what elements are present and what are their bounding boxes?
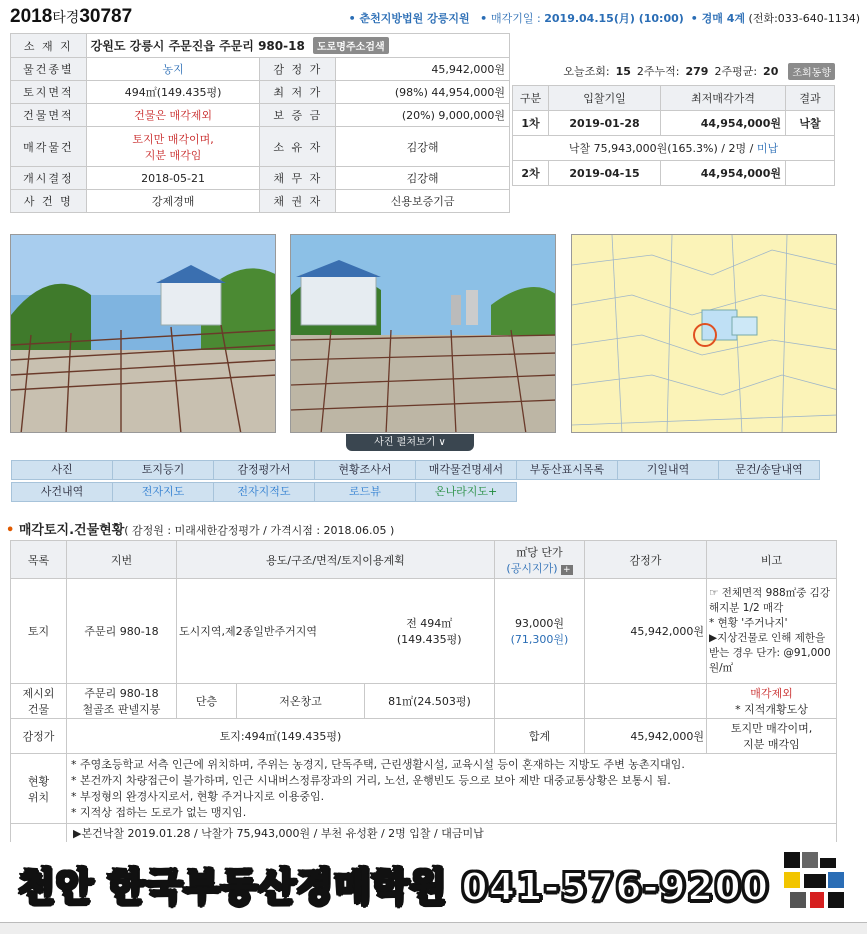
col-note: 비고 xyxy=(707,541,837,579)
bid-history xyxy=(512,57,835,186)
photo-expand-toggle[interactable]: 사진 펼쳐보기 ∨ xyxy=(346,434,474,451)
tab-date-history[interactable]: 기일내역 xyxy=(617,460,719,480)
status-row: 현황 위치 * 주영초등학교 서측 인근에 위치하며, 주위는 농경지, 단독주택, 근린생활시설, 교육시설 등이 혼재하는 지방도 주변 농촌지대임. * 본건까지 차량접근이 불가하며, 인근 시내버스정류장과의 거리, 노선, 운행빈도 등으로 보아 제반 대중교통상황은 보통시 됨. * 부정형의 완경사지로서, 현황 주거나지로 이용중임. * 지적상 접하는 도로가 없는 맹지임. xyxy=(11,754,837,824)
row-label: 사 건 명 xyxy=(11,190,87,213)
banner-text: 천안 한국부동산경매학원 041-576-9200 xyxy=(18,865,770,909)
start-date: 2018-05-21 xyxy=(86,167,260,190)
logo-icon xyxy=(780,848,850,914)
view-trend-button[interactable]: 조회동향 xyxy=(788,63,835,80)
col-unit: ㎡당 단가 (공시지가) + xyxy=(495,541,585,579)
col-list: 목록 xyxy=(11,541,67,579)
row-label: 토지면적 xyxy=(11,81,87,104)
property-photo[interactable] xyxy=(10,234,276,433)
tab-onnara-map[interactable]: 온나라지도+ xyxy=(415,482,517,502)
road-address-button[interactable]: 도로명주소검색 xyxy=(313,37,389,54)
bid-col-round: 구분 xyxy=(513,86,549,111)
owner: 김강해 xyxy=(336,127,510,167)
court-info: • 춘천지방법원 강릉지원 • 매각기일 : 2019.04.15(月) (10:00) • 경매 4계 (전화:033-640-1134) xyxy=(348,12,860,25)
tab-case-history[interactable]: 사건내역 xyxy=(11,482,113,502)
section-title: • 매각토지.건물현황( 감정원 : 미래새한감정평가 / 가격시점 : 2018.06.05 ) xyxy=(6,523,395,538)
row-label: 보 증 금 xyxy=(260,104,336,127)
case-name: 강제경매 xyxy=(86,190,260,213)
tab-status-report[interactable]: 현황조사서 xyxy=(314,460,416,480)
bid-row: 2차 2019-04-15 44,954,000원 xyxy=(513,161,835,186)
total-row: 감정가 토지:494㎡(149.435평) 합계 45,942,000원 토지만 매각이며, 지분 매각임 xyxy=(11,719,837,754)
tab-property-list[interactable]: 부동산표시목록 xyxy=(516,460,618,480)
col-lot: 지번 xyxy=(67,541,177,579)
case-number: 2018타경30787 xyxy=(10,6,133,27)
debtor: 김강해 xyxy=(336,167,510,190)
bid-col-price: 최저매각가격 xyxy=(661,86,786,111)
plus-icon[interactable]: + xyxy=(563,564,571,575)
creditor: 신용보증기금 xyxy=(336,190,510,213)
court-name: 춘천지방법원 강릉지원 xyxy=(359,12,470,25)
address-label: 소 재 지 xyxy=(11,34,87,58)
row-label: 최 저 가 xyxy=(260,81,336,104)
academy-banner xyxy=(0,842,867,922)
row-label: 매각물건 xyxy=(11,127,87,167)
sale-date: 2019.04.15(月) (10:00) xyxy=(544,12,684,25)
case-info-table xyxy=(10,33,510,213)
bid-table xyxy=(512,85,835,186)
tab-e-map[interactable]: 전자지도 xyxy=(112,482,214,502)
col-use: 용도/구조/면적/토지이용계획 xyxy=(177,541,495,579)
col-appraisal: 감정가 xyxy=(585,541,707,579)
court-phone: (전화:033-640-1134) xyxy=(748,12,860,25)
bid-col-date: 입찰기일 xyxy=(549,86,661,111)
row-label: 소 유 자 xyxy=(260,127,336,167)
tab-appraisal[interactable]: 감정평가서 xyxy=(213,460,315,480)
row-label: 채 무 자 xyxy=(260,167,336,190)
item-type: 농지 xyxy=(86,58,260,81)
court-dept: 경매 4계 xyxy=(701,12,746,25)
tab-photo[interactable]: 사진 xyxy=(11,460,113,480)
tab-documents[interactable]: 문건/송달내역 xyxy=(718,460,820,480)
bid-col-result: 결과 xyxy=(786,86,835,111)
view-stats: 오늘조회: 15 2주누적: 279 2주평균: 20 조회동향 xyxy=(512,57,835,85)
building-row: 제시외 건물 주문리 980-18 철골조 판넬지붕 단층 저온창고 81㎡(24.503평) 매각제외 * 지적개황도상 xyxy=(11,684,837,719)
address-cell xyxy=(86,34,509,58)
address-text: 강원도 강릉시 주문진읍 주문리 980-18 xyxy=(90,39,305,53)
bid-note-row: 낙찰 75,943,000원(165.3%) / 2명 / 미납 xyxy=(513,136,835,161)
cut-off-area xyxy=(0,922,867,934)
case-header xyxy=(10,4,860,30)
tab-land-registry[interactable]: 토지등기 xyxy=(112,460,214,480)
land-area: 494㎡(149.435평) xyxy=(86,81,260,104)
land-building-table xyxy=(10,540,837,843)
minimum-price: (98%) 44,954,000원 xyxy=(336,81,510,104)
sale-object: 토지만 매각이며, 지분 매각임 xyxy=(86,127,260,167)
land-row: 토지 주문리 980-18 도시지역,제2종일반주거지역 전 494㎡ (149.435평) 93,000원 (71,300원) 45,942,000원 ☞ 전체면적 988㎡중 김강해지분 1/2 매각 * 현황 '주거나지' ▶지상건물로 인해 제한을 받는 경우 단가: @91,000원/㎡ xyxy=(11,579,837,684)
tab-e-cadastral[interactable]: 전자지적도 xyxy=(213,482,315,502)
tab-roadview[interactable]: 로드뷰 xyxy=(314,482,416,502)
cut-row: ▶본건낙찰 2019.01.28 / 낙찰가 75,943,000원 / 부천 유성환 / 2명 입찰 / 대금미납 xyxy=(11,824,837,843)
row-label: 채 권 자 xyxy=(260,190,336,213)
bid-row: 1차 2019-01-28 44,954,000원 낙찰 xyxy=(513,111,835,136)
row-label: 감 정 가 xyxy=(260,58,336,81)
tab-sale-spec[interactable]: 매각물건명세서 xyxy=(415,460,517,480)
deposit: (20%) 9,000,000원 xyxy=(336,104,510,127)
building-area: 건물은 매각제외 xyxy=(86,104,260,127)
appraisal-value: 45,942,000원 xyxy=(336,58,510,81)
row-label: 개시결정 xyxy=(11,167,87,190)
cadastral-map[interactable] xyxy=(571,234,837,433)
property-photo[interactable] xyxy=(290,234,556,433)
row-label: 물건종별 xyxy=(11,58,87,81)
row-label: 건물면적 xyxy=(11,104,87,127)
